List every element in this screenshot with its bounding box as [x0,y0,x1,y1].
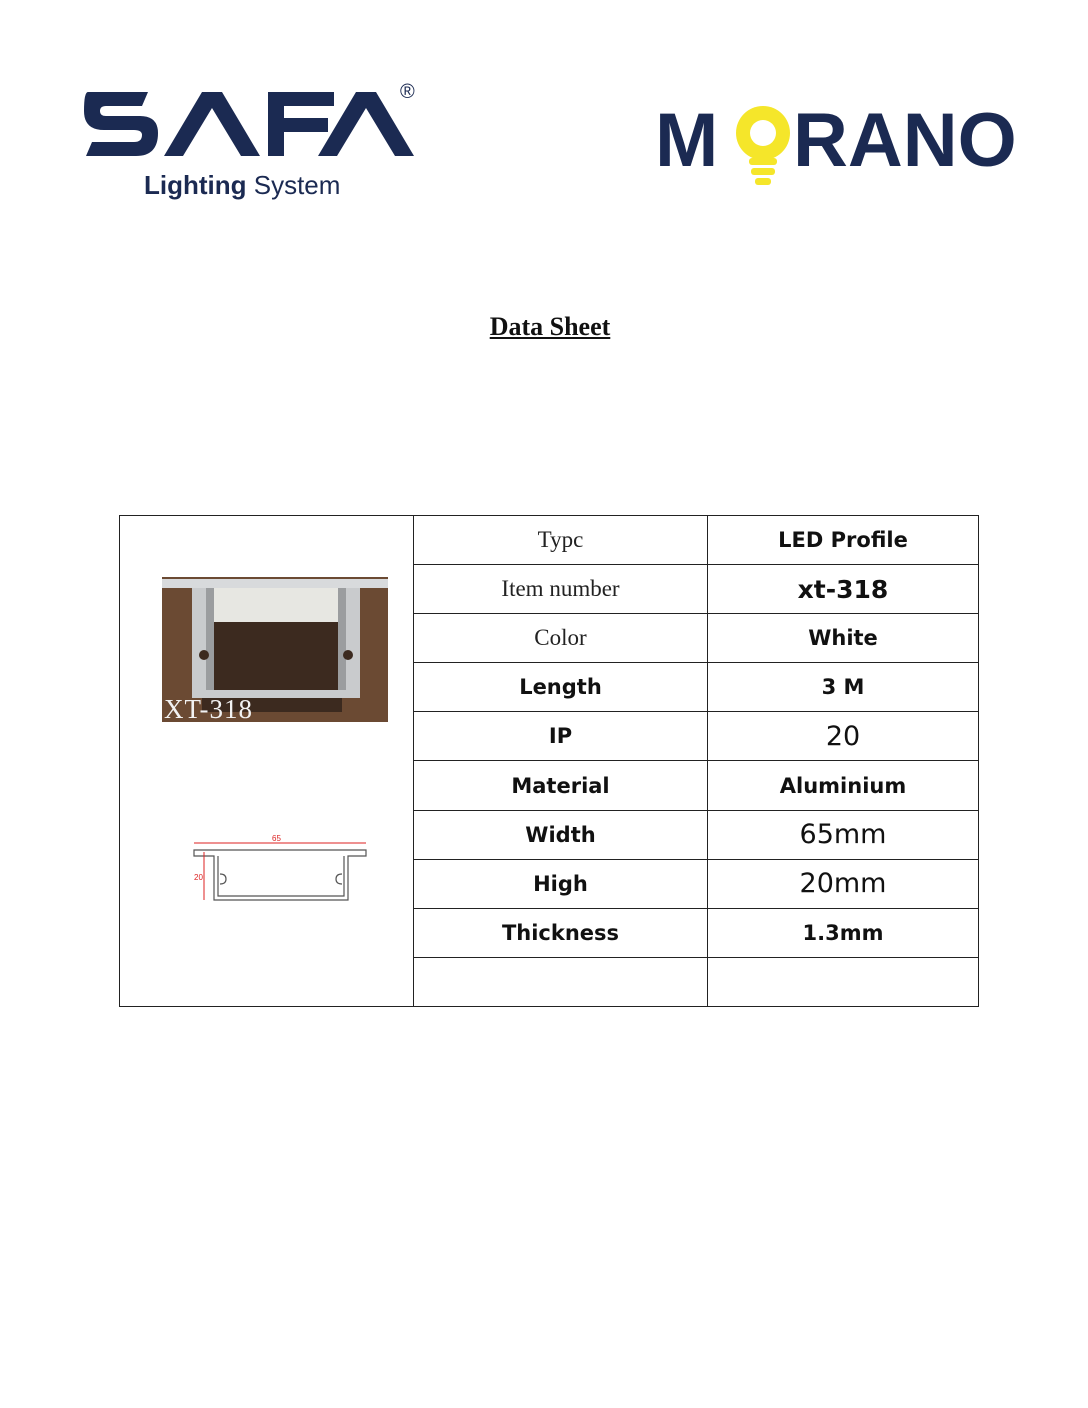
morano-name: MORANO [655,195,660,196]
spec-key: IP [414,712,708,761]
spec-value [708,957,979,1006]
product-photo-label: XT-318 [164,694,254,724]
drawing-height-label: 20 [194,873,203,882]
profile-technical-drawing [190,834,372,904]
spec-key: Thickness [414,908,708,957]
spec-value: 3 M [708,663,979,712]
spec-table [119,515,979,1007]
morano-letter-m: M [655,98,719,183]
spec-key: Width [414,810,708,859]
safa-tagline-rest: System [246,170,341,200]
drawing-width-label: 65 [272,834,281,843]
spec-value: xt-318 [708,565,979,614]
spec-value: 20 [708,712,979,761]
spec-value: White [708,614,979,663]
morano-letters-rano: RANO [793,98,1017,183]
safa-tagline-bold: Lighting [144,170,247,200]
spec-key: High [414,859,708,908]
spec-value: LED Profile [708,516,979,565]
spec-key: Material [414,761,708,810]
spec-key: Typc [414,516,708,565]
spec-value: 65mm [708,810,979,859]
spec-key [414,957,708,1006]
spec-value: Aluminium [708,761,979,810]
svg-text:Lighting System [144,170,340,200]
morano-logo [655,96,1025,196]
page-title: Data Sheet [489,312,611,341]
spec-key: Item number [414,565,708,614]
spec-value: 1.3mm [708,908,979,957]
registered-mark: ® [400,81,415,103]
spec-row [120,516,979,565]
lightbulb-icon [736,106,790,185]
product-image-cell [120,516,414,1007]
spec-key: Length [414,663,708,712]
safa-logo [84,78,424,203]
spec-key: Color [414,614,708,663]
spec-value: 20mm [708,859,979,908]
